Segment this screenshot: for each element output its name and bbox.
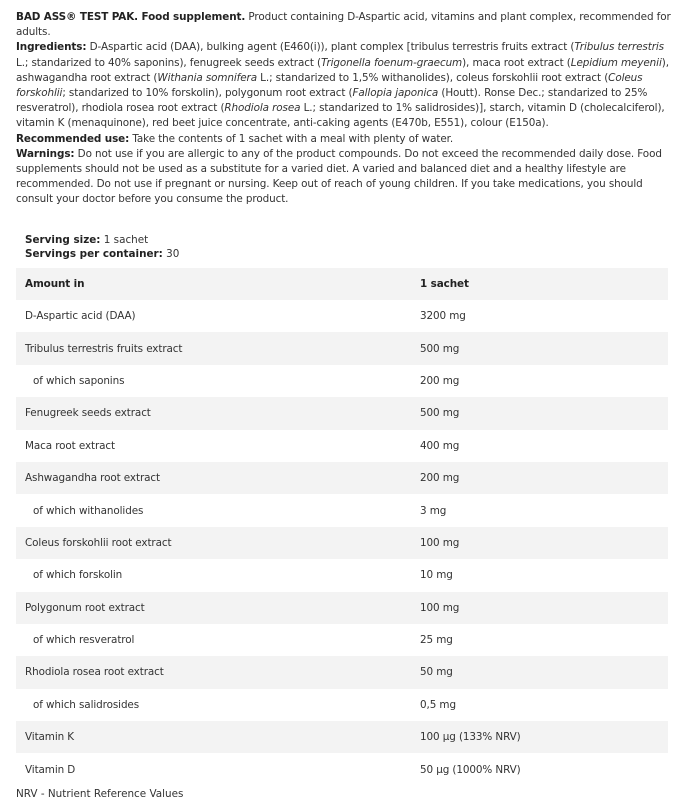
header-per-sachet: 1 sachet [420,268,668,300]
table-row [16,721,668,753]
recommended-use-label: Recommended use: [16,132,130,145]
ingredients-text: L.; standarized to 40% saponins), fenugreek seeds extract ( [16,56,321,69]
ingredient-amount: 3 mg [420,504,447,517]
recommended-use-paragraph [16,132,672,147]
ingredient-name: Ashwagandha root extract [16,462,420,494]
product-name: BAD ASS® TEST PAK. Food supplement. [16,11,246,23]
ingredient-amount: 400 mg [420,439,460,452]
table-row [16,592,668,624]
ingredient-amount: 200 mg [420,462,668,494]
sub-ingredient-name: of which saponins [33,374,125,387]
ingredient-amount: 25 mg [420,634,453,647]
ingredients-text: ; standarized to 10% forskolin), polygonum root extract ( [62,87,353,100]
ingredients-label: Ingredients: [16,41,87,54]
table-row [16,753,668,785]
ingredient-amount: 100 µg (133% NRV) [420,721,668,753]
latin-name: Withania somnifera [157,71,257,84]
ingredients-text: ), maca root extract ( [462,56,571,69]
ingredient-amount: 50 µg (1000% NRV) [420,763,521,776]
ingredient-amount: 50 mg [420,656,668,688]
table-row [16,624,668,656]
nutrition-table [16,268,668,786]
sub-ingredient-name: of which withanolides [33,504,144,517]
ingredients-text: L.; standarized to 1,5% withanolides), coleus forskohlii root extract ( [256,71,609,84]
table-row [16,397,668,429]
ingredient-amount: 500 mg [420,397,668,429]
latin-name: Coleus forskohlii [16,71,643,100]
serving-info [25,233,179,261]
ingredient-name: Fenugreek seeds extract [16,397,420,429]
table-row [16,494,668,526]
ingredients-paragraph [16,40,672,131]
ingredient-amount: 100 mg [420,592,668,624]
servings-per-container-label: Servings per container: [25,248,163,260]
table-row [16,527,668,559]
ingredient-name: Maca root extract [25,439,116,452]
warnings-label: Warnings: [16,147,75,160]
latin-name: Rhodiola rosea [224,102,301,115]
ingredients-text: (Houtt). Ronse Dec.; standarized to 25% resveratrol), rhodiola rosea root extract ( [16,87,648,115]
serving-size [25,233,179,247]
ingredient-amount: 0,5 mg [420,698,456,711]
serving-size-value: 1 sachet [100,234,149,246]
ingredient-amount: 10 mg [420,569,453,582]
ingredient-amount: 500 mg [420,332,668,364]
sub-ingredient-name: of which forskolin [33,569,123,582]
ingredient-amount: 100 mg [420,527,668,559]
table-header-row [16,268,668,300]
serving-size-label: Serving size: [25,234,101,246]
latin-name: Fallopia japonica [352,87,439,100]
nrv-footnote: NRV - Nutrient Reference Values [16,788,184,800]
ingredient-name: Coleus forskohlii root extract [16,527,420,559]
table-row [16,300,668,332]
servings-per-container-value: 30 [162,248,180,260]
servings-per-container [25,247,179,261]
intro-text: Product containing D-Aspartic acid, vitamins and plant complex, recommended for adults. [16,11,671,39]
ingredients-text: D-Aspartic acid (DAA), bulking agent (E460(i)), plant complex [tribulus terrestris fruits extract ( [86,41,575,54]
warnings-paragraph [16,147,672,208]
ingredient-name: Polygonum root extract [16,592,420,624]
latin-name: Trigonella foenum-graecum [321,56,463,69]
sub-ingredient-name: of which salidrosides [33,698,140,711]
intro-paragraph [16,10,672,40]
sub-ingredient-name: of which resveratrol [33,634,135,647]
table-row [16,559,668,591]
warnings-text: Do not use if you are allergic to any of the product compounds. Do not exceed the recommended daily dose. Food supplements should not be used as a substitute for a varied diet. A varied and balanced diet and a healthy lifestyle are recommended. Do not use if pregnant or nursing. Keep out of reach of young children. If you take medications, you should consult your doctor before you consume the product. [16,147,662,206]
latin-name: Tribulus terrestris [574,41,664,54]
table-row [16,689,668,721]
table-row [16,332,668,364]
ingredient-name: Rhodiola rosea root extract [16,656,420,688]
ingredient-name: Tribulus terrestris fruits extract [16,332,420,364]
ingredient-name: Vitamin K [16,721,420,753]
table-row [16,462,668,494]
ingredient-name: Vitamin D [25,763,76,776]
ingredients-text: L.; standarized to 1% salidrosides)], starch, vitamin D (cholecalciferol), vitamin K (menaquinone), red beet juice concentrate, anti-caking agents (E470b, E551), colour (E150a). [16,102,665,130]
ingredient-name: D-Aspartic acid (DAA) [25,310,136,323]
table-row [16,365,668,397]
recommended-use-text: Take the contents of 1 sachet with a meal with plenty of water. [129,132,454,145]
latin-name: Lepidium meyenii [570,56,662,69]
table-row [16,430,668,462]
header-amount-in: Amount in [16,268,420,300]
ingredient-amount: 3200 mg [420,310,466,323]
ingredient-amount: 200 mg [420,374,460,387]
ingredients-text: ), ashwagandha root extract ( [16,56,669,84]
table-row [16,656,668,688]
